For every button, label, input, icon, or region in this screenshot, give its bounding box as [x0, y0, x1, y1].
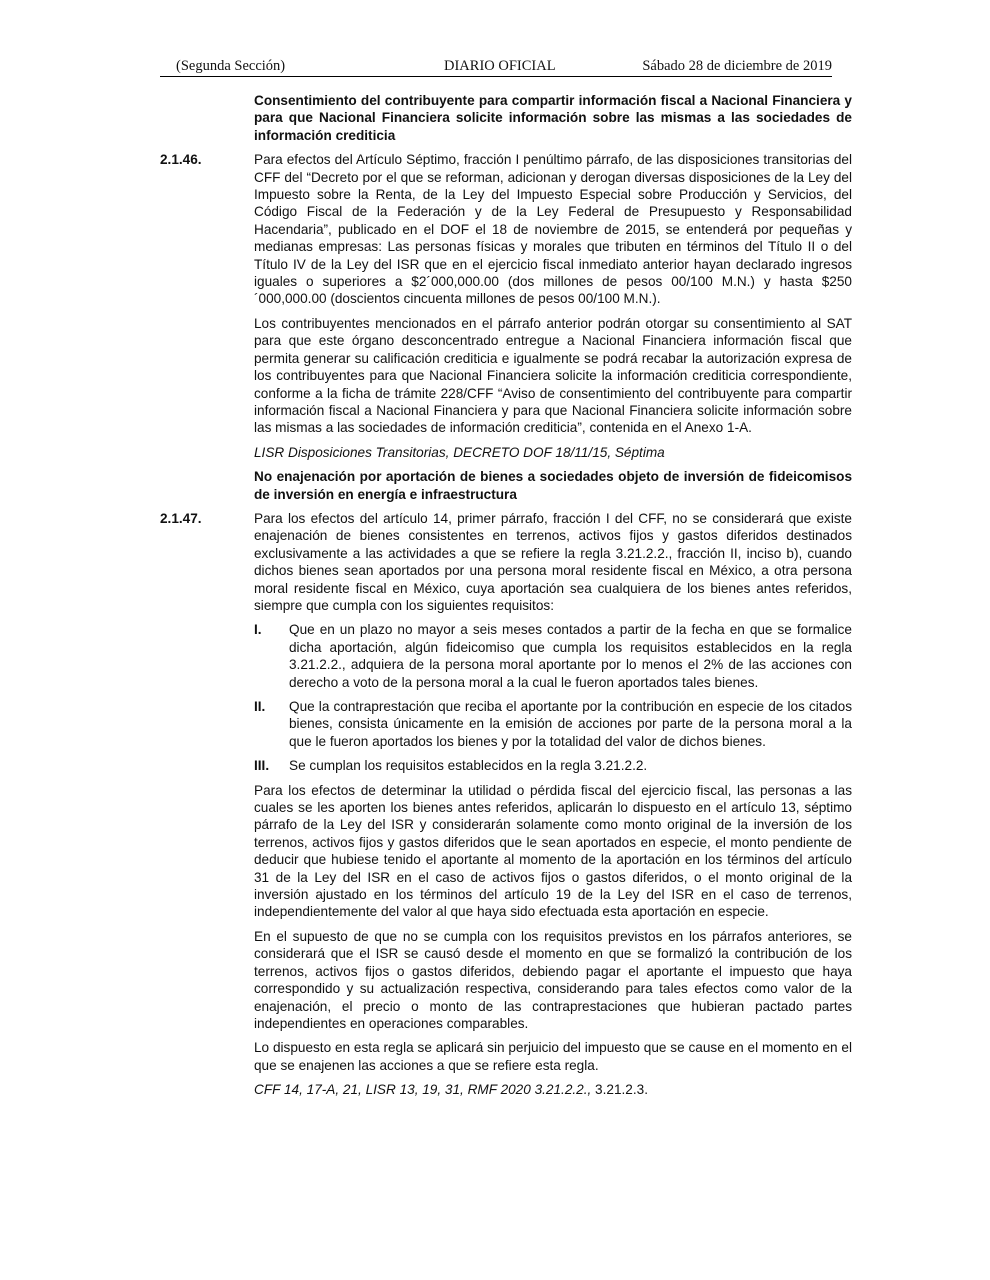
- requirement-item-1: [160, 621, 852, 691]
- rule-2-1-46-paragraph-2: Los contribuyentes mencionados en el párrafo anterior podrán otorgar su consentimiento al SAT para que este órgano desconcentrado entregue a Nacional Financiera información fiscal que permita generar su calificación crediticia e igualmente se podrá recabar la autorización expresa de los contribuyentes para que Nacional Financiera solicite la información crediticia correspondiente, conforme a la ficha de trámite 228/CFF “Aviso de consentimiento del contribuyente para compartir información fiscal a Nacional Financiera y para que Nacional Financiera solicite información sobre las mismas a las sociedades de información crediticia”, contenida en el Anexo 1-A.: [254, 315, 852, 436]
- publication-date: Sábado 28 de diciembre de 2019: [642, 58, 832, 74]
- requirement-text: Se cumplan los requisitos establecidos en la regla 3.21.2.2.: [289, 758, 648, 774]
- rule-2-1-47-paragraph-1: [160, 510, 852, 614]
- rule-2-1-47-paragraph-1-text: Para los efectos del artículo 14, primer párrafo, fracción I del CFF, no se considerará que existe enajenación de bienes consistentes en terrenos, activos fijos y gastos diferidos destinados exclusivamente a las actividades a que se refiere la regla 3.21.2.2., fracción II, inciso b), cuando dichos bienes sean aportados por una persona moral residente fiscal en México, a otra persona moral residente fiscal en México, cuya aportación sea cualquiera de los bienes antes referidos, siempre que cumpla con los siguientes requisitos:: [254, 510, 852, 613]
- rule-2-1-46-title: Consentimiento del contribuyente para compartir información fiscal a Nacional Financiera y para que Nacional Financiera solicite información sobre las mismas a las sociedades de información crediticia: [254, 93, 852, 143]
- reference-italic-part: CFF 14, 17-A, 21, LISR 13, 19, 31, RMF 2020 3.21.2.2.,: [254, 1082, 592, 1098]
- rule-2-1-46-paragraph-1-text: Para efectos del Artículo Séptimo, fracción I penúltimo párrafo, de las disposiciones transitorias del CFF del “Decreto por el que se reforman, adicionan y derogan diversas disposiciones de la Ley del Impuesto sobre la Renta, de la Ley del Impuesto Especial sobre Producción y Servicios, del Código Fiscal de la Federación y de la Ley Federal de Presupuesto y Responsabilidad Hacendaria”, publicado en el DOF el 18 de noviembre de 2015, se entenderá por pequeñas y medianas empresas: Las personas físicas y morales que tributen en términos del Título II o del Título IV de la Ley del ISR que en el ejercicio fiscal inmediato anterior hayan declarado ingresos iguales o superiores a $2´000,000.00 (dos millones de pesos 00/100 M.N.) y hasta $250´000,000.00 (doscientos cincuenta millones de pesos 00/100 M.N.).: [254, 152, 852, 307]
- rule-2-1-47-paragraph-3: En el supuesto de que no se cumpla con los requisitos previstos en los párrafos anteriores, se considerará que el ISR se causó desde el momento en que se formalizó la contribución de los terrenos, activos fijos o gastos diferidos, debiendo pagar el aportante el impuesto que haya correspondido y su actualización respectiva, considerando para tales efectos como valor de la enajenación, el precio o monto de las contraprestaciones que hubieran pactado partes independientes en operaciones comparables.: [254, 928, 852, 1031]
- rule-2-1-47-title: No enajenación por aportación de bienes a sociedades objeto de inversión de fideicomisos de inversión en energía e infraestructura: [254, 469, 852, 502]
- requirement-item-3: [160, 757, 852, 774]
- rule-2-1-46-number: 2.1.46.: [160, 152, 202, 168]
- rule-2-1-47-number: 2.1.47.: [160, 510, 202, 526]
- requirement-text: Que la contraprestación que reciba el aportante por la contribución en especie de los citados bienes, consista únicamente en la emisión de acciones por parte de la persona moral a la que le fueron aportados los bienes y por la totalidad del valor de dichos bienes.: [289, 699, 852, 749]
- requirement-text: Que en un plazo no mayor a seis meses contados a partir de la fecha en que se formalice dicha aportación, algún fideicomiso que cumpla los requisitos establecidos en la regla 3.21.2.2., adquiera de la persona moral aportante por lo menos el 2% de las acciones con derecho a voto de la persona moral a la cual le fueron aportados tales bienes.: [289, 622, 852, 690]
- requirement-item-2: [160, 698, 852, 750]
- rule-2-1-47-paragraph-4: Lo dispuesto en esta regla se aplicará sin perjuicio del impuesto que se cause en el momento en el que se enajenen las acciones a que se refiere esta regla.: [254, 1040, 852, 1073]
- requirement-numeral: III.: [254, 758, 270, 774]
- requirement-numeral: II.: [254, 699, 266, 714]
- rule-2-1-47-reference: [160, 1081, 852, 1098]
- section-label: (Segunda Sección): [176, 58, 286, 74]
- reference-plain-part: 3.21.2.3.: [591, 1082, 648, 1098]
- publication-name: DIARIO OFICIAL: [444, 58, 556, 74]
- requirement-numeral: I.: [254, 622, 262, 638]
- document-body: [160, 92, 852, 1106]
- rule-2-1-47-paragraph-2: Para los efectos de determinar la utilidad o pérdida fiscal del ejercicio fiscal, las personas a las cuales se les aporten los bienes antes referidos, aplicarán lo dispuesto en el artículo 13, séptimo párrafo de la Ley del ISR y considerarán solamente como monto original de la inversión de los terrenos, activos fijos y gastos diferidos que le sean aportados en especie, el monto pendiente de deducir que hubiese tenido el aportante al momento de la aportación en los términos del artículo 31 de la Ley del ISR en el caso de activos fijos o gastos diferidos, o el monto original de la inversión ajustado en los términos del artículo 19 de la Ley del ISR en el caso de terrenos, independientemente del valor al que haya sido efectuada esta aportación en especie.: [254, 782, 852, 920]
- page-header: [160, 56, 832, 77]
- rule-2-1-46-reference: LISR Disposiciones Transitorias, DECRETO DOF 18/11/15, Séptima: [254, 444, 665, 460]
- rule-2-1-46-paragraph-1: [160, 151, 852, 308]
